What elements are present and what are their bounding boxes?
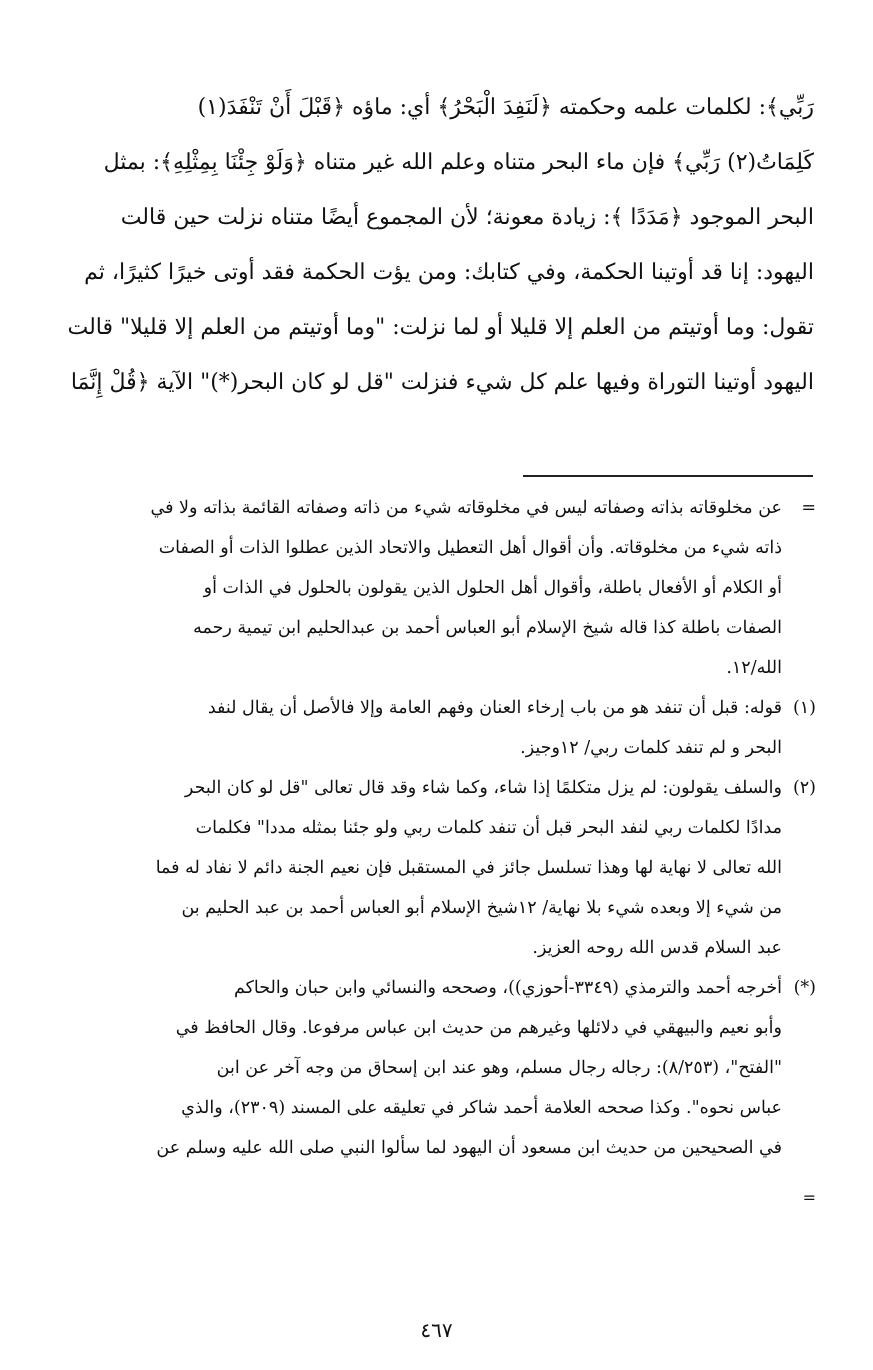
footnote-mark: (*): [793, 978, 816, 998]
continuation-mark: =: [802, 1188, 816, 1207]
footnote-line: من شيء إلا وبعده شيء بلا نهاية/ ١٢شيخ الإسلام أبو العباس أحمد بن عبد الحليم بن: [181, 898, 782, 918]
footnote-mark: =: [801, 498, 816, 518]
footnote-2: [64, 768, 816, 968]
footnote-line: الله/١٢.: [726, 658, 782, 678]
text-line: كَلِمَاتُ(٢) رَبِّي﴾ فإن ماء البحر متناه وعلم الله غير متناه ﴿وَلَوْ جِئْنَا بِمِثْلِهِ﴾: بمثل: [103, 150, 814, 175]
footnote-line: "الفتح"، (٨/٢٥٣): رجاله رجال مسلم، وهو عند ابن إسحاق من وجه آخر عن ابن: [216, 1058, 782, 1078]
footnotes: [64, 488, 816, 1218]
footnote-mark: (٢): [792, 778, 816, 798]
footnote-line: عن مخلوقاته بذاته وصفاته ليس في مخلوقاته شيء من ذاته وصفاته القائمة بذاته ولا في: [150, 498, 782, 518]
footnote-line: الله تعالى لا نهاية لها وهذا تسلسل جائز في المستقبل فإن نعيم الجنة دائم لا نفاد له فما: [155, 858, 782, 878]
footnote-line: أو الكلام أو الأفعال باطلة، وأقوال أهل الحلول الذين يقولون بالحلول في الذات أو: [203, 578, 782, 598]
text-line: رَبِّي﴾: لكلمات علمه وحكمته ﴿لَنَفِدَ الْبَحْرُ﴾ أي: ماؤه ﴿قَبْلَ أَنْ تَنْفَدَ(١): [197, 95, 814, 120]
footnote-line: في الصحيحين من حديث ابن مسعود أن اليهود لما سألوا النبي صلى الله عليه وسلم عن: [156, 1138, 782, 1158]
main-text-block: [64, 80, 814, 410]
footnote-1: [64, 688, 816, 768]
footnote-line: قوله: قبل أن تنفد هو من باب إرخاء العنان وفهم العامة وإلا فالأصل أن يقال لنفد: [207, 698, 782, 718]
footnote-line: أخرجه أحمد والترمذي (٣٣٤٩-أحوزي))، وصححه والنسائي وابن حبان والحاكم: [233, 978, 782, 998]
text-line: اليهود أوتينا التوراة وفيها علم كل شيء فنزلت "قل لو كان البحر(*)" الآية ﴿قُلْ إِنَّمَا: [70, 370, 814, 395]
footnote-line: والسلف يقولون: لم يزل متكلمًا إذا شاء، وكما شاء وقد قال تعالى "قل لو كان البحر: [184, 778, 782, 798]
footnote-mark: (١): [792, 698, 816, 718]
text-line: تقول: وما أوتيتم من العلم إلا قليلا أو لما نزلت: "وما أوتيتم من العلم إلا قليلا" قالت: [67, 315, 814, 340]
text-line: البحر الموجود ﴿مَدَدًا ﴾: زيادة معونة؛ لأن المجموع أيضًا متناه نزلت حين قالت: [120, 205, 814, 230]
page-number: ٤٦٧: [420, 1318, 453, 1342]
tafsir-text: [64, 80, 814, 410]
text-line: اليهود: إنا قد أوتينا الحكمة، وفي كتابك: ومن يؤت الحكمة فقد أوتى خيرًا كثيرًا، ثم: [84, 260, 814, 285]
footnote-asterisk: [64, 968, 816, 1168]
footnote-line: وأبو نعيم والبيهقي في دلائلها وغيرهم من حديث ابن عباس مرفوعا. وقال الحافظ في: [175, 1018, 782, 1038]
footnote-continuation: [64, 488, 816, 688]
footnote-divider: [523, 475, 813, 477]
footnote-line: عباس نحوه". وكذا صححه العلامة أحمد شاكر في تعليقه على المسند (٢٣٠٩)، والذي: [181, 1098, 782, 1118]
footnote-line: الصفات باطلة كذا قاله شيخ الإسلام أبو العباس أحمد بن عبدالحليم ابن تيمية رحمه: [193, 618, 782, 638]
footnote-line: ذاته شيء من مخلوقاته. وأن أقوال أهل التعطيل والاتحاد الذين عطلوا الذات أو الصفات: [158, 538, 782, 558]
footnote-line: مدادًا لكلمات ربي لنفد البحر قبل أن تنفد كلمات ربي ولو جئنا بمثله مددا" فكلمات: [195, 818, 782, 838]
footnote-line: البحر و لم تنفد كلمات ربي/ ١٢وجيز.: [520, 738, 782, 758]
footnote-line: عبد السلام قدس الله روحه العزيز.: [532, 938, 782, 958]
